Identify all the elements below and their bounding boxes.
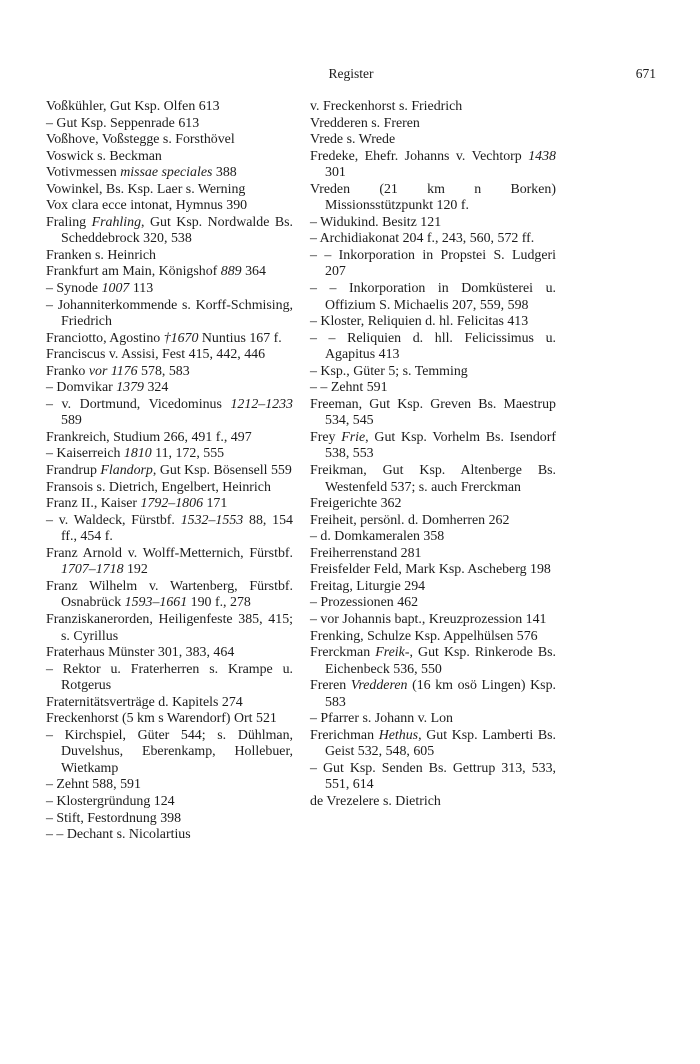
index-entry: Votivmessen missae speciales 388 xyxy=(46,165,237,181)
index-entry: – Johanniterkommende s. Korff-Schmising, Friedrich xyxy=(46,297,293,330)
index-entry: – Klostergründung 124 xyxy=(46,793,175,809)
index-entry: – Kaiserreich 1810 11, 172, 555 xyxy=(46,446,225,462)
index-column-right xyxy=(310,99,556,811)
index-entry: – Ksp., Güter 5; s. Temming xyxy=(310,363,468,379)
index-entry: – Gut Ksp. Seppenrade 613 xyxy=(46,115,200,131)
index-entry: – – Reliquien d. hll. Felicissimus u. Agapitus 413 xyxy=(310,330,556,363)
index-entry: Freisfelder Feld, Mark Ksp. Ascheberg 198 xyxy=(310,562,551,578)
index-entry: Frankfurt am Main, Königshof 889 364 xyxy=(46,264,266,280)
index-entry: Frenking, Schulze Ksp. Appelhülsen 576 xyxy=(310,628,538,644)
index-entry: Franz Arnold v. Wolff-Metternich, Fürstbf. 1707–1718 192 xyxy=(46,545,293,578)
index-entry: Franken s. Heinrich xyxy=(46,247,156,263)
index-entry: – v. Waldeck, Fürstbf. 1532–1553 88, 154 ff., 454 f. xyxy=(46,512,293,545)
index-entry: – Kloster, Reliquien d. hl. Felicitas 413 xyxy=(310,314,529,330)
index-entry: Freitag, Liturgie 294 xyxy=(310,578,426,594)
index-entry: – Gut Ksp. Senden Bs. Gettrup 313, 533, 551, 614 xyxy=(310,760,556,793)
index-entry: – Domvikar 1379 324 xyxy=(46,380,169,396)
index-entry: Fransois s. Dietrich, Engelbert, Heinrich xyxy=(46,479,271,495)
index-entry: – Pfarrer s. Johann v. Lon xyxy=(310,711,453,727)
index-entry: Franz Wilhelm v. Wartenberg, Fürstbf. Osnabrück 1593–1661 190 f., 278 xyxy=(46,578,293,611)
index-entry: Freigerichte 362 xyxy=(310,496,402,512)
index-entry: – d. Domkameralen 358 xyxy=(310,529,445,545)
index-entry: – Rektor u. Fraterherren s. Krampe u. Rotgerus xyxy=(46,661,293,694)
index-entry: Franciscus v. Assisi, Fest 415, 442, 446 xyxy=(46,347,266,363)
index-entry: Franz II., Kaiser 1792–1806 171 xyxy=(46,496,228,512)
index-entry: Voßkühler, Gut Ksp. Olfen 613 xyxy=(46,99,220,114)
index-entry: – Prozessionen 462 xyxy=(310,595,419,611)
index-entry: – Synode 1007 113 xyxy=(46,281,154,297)
index-entry: Vox clara ecce intonat, Hymnus 390 xyxy=(46,198,248,214)
index-entry: Vredderen s. Freren xyxy=(310,115,420,131)
index-entry: – – Inkorporation in Propstei S. Ludgeri 207 xyxy=(310,247,556,280)
index-entry: Fraterhaus Münster 301, 383, 464 xyxy=(46,645,235,661)
index-entry: Frandrup Flandorp, Gut Ksp. Bösensell 559 xyxy=(46,463,292,479)
index-entry: Frankreich, Studium 266, 491 f., 497 xyxy=(46,429,252,445)
index-column-left xyxy=(46,99,293,844)
index-entry: Freiherrenstand 281 xyxy=(310,545,422,561)
index-entry: Freiheit, persönl. d. Domherren 262 xyxy=(310,512,510,528)
index-entry: Frey Frie, Gut Ksp. Vorhelm Bs. Isendorf 538, 553 xyxy=(310,429,556,462)
index-entry: – Widukind. Besitz 121 xyxy=(310,214,442,230)
running-title: Register xyxy=(328,66,374,81)
running-header xyxy=(46,66,656,86)
index-entry: – Zehnt 588, 591 xyxy=(46,777,141,793)
index-entry: – Archidiakonat 204 f., 243, 560, 572 ff. xyxy=(310,231,535,247)
index-entry: – – Zehnt 591 xyxy=(310,380,388,396)
index-entry: Frerichman Hethus, Gut Ksp. Lamberti Bs. Geist 532, 548, 605 xyxy=(310,727,557,760)
index-entry: Vrede s. Wrede xyxy=(310,132,396,148)
index-entry: – Stift, Festordnung 398 xyxy=(46,810,182,826)
index-entry: – v. Dortmund, Vicedominus 1212–1233 589 xyxy=(46,396,293,429)
index-entry: v. Freckenhorst s. Friedrich xyxy=(310,99,463,114)
index-entry: Fraling Frahling, Gut Ksp. Nordwalde Bs. Scheddebrock 320, 538 xyxy=(46,214,293,247)
index-entry: Fredeke, Ehefr. Johanns v. Vechtorp 1438 301 xyxy=(310,148,556,181)
index-entry: Vowinkel, Bs. Ksp. Laer s. Werning xyxy=(46,181,246,197)
index-entry: Franziskanerorden, Heiligenfeste 385, 415; s. Cyrillus xyxy=(46,611,293,644)
index-entry: Freikman, Gut Ksp. Altenberge Bs. Westenfeld 537; s. auch Frerckman xyxy=(310,463,556,495)
index-entry: – – Inkorporation in Domküsterei u. Offizium S. Michaelis 207, 559, 598 xyxy=(310,281,556,313)
index-entry: – – Dechant s. Nicolartius xyxy=(46,827,191,843)
index-entry: – vor Johannis bapt., Kreuzprozession 141 xyxy=(310,611,547,627)
index-entry: Franciotto, Agostino †1670 Nuntius 167 f. xyxy=(46,330,282,346)
index-entry: Freckenhorst (5 km s Warendorf) Ort 521 xyxy=(46,711,277,727)
index-entry: Fraternitätsverträge d. Kapitels 274 xyxy=(46,694,243,710)
index-entry: Frerckman Freik-, Gut Ksp. Rinkerode Bs. Eichenbeck 536, 550 xyxy=(310,645,557,677)
index-entry: Voswick s. Beckman xyxy=(46,148,162,164)
index-entry: Freeman, Gut Ksp. Greven Bs. Maestrup 534, 545 xyxy=(310,396,556,429)
index-entry: Freren Vredderen (16 km osö Lingen) Ksp. 583 xyxy=(310,678,556,710)
index-entry: Vreden (21 km n Borken) Missionsstützpunkt 120 f. xyxy=(310,181,556,214)
index-entry: – Kirchspiel, Güter 544; s. Dühlman, Duvelshus, Eberenkamp, Hollebuer, Wietkamp xyxy=(46,727,293,776)
index-entry: de Vrezelere s. Dietrich xyxy=(310,793,441,809)
index-entry: Voßhove, Voßstegge s. Forsthövel xyxy=(46,132,235,148)
page-number: 671 xyxy=(635,66,656,81)
index-entry: Franko vor 1176 578, 583 xyxy=(46,363,190,379)
